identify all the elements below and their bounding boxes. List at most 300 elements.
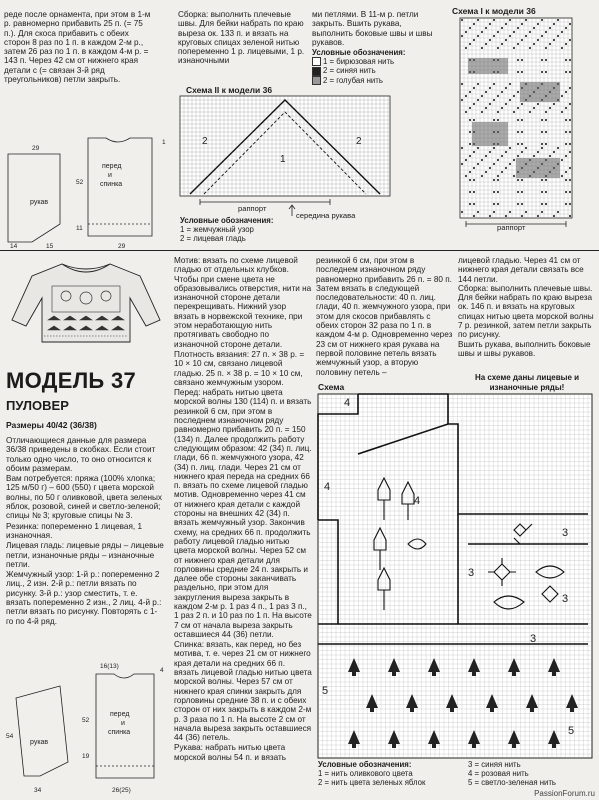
scheme1-stitch	[545, 47, 547, 49]
col2-par-3: Перед: набрать нитью цвета морской волны 130 (114) п. и вязать резинкой 6 см, при этом в последнем изнаночном ряду равномерно прибавить 20 п. = 150 (134) п. Далее продолжить работу следующим образом: 42 (34) п. лиц. глади, 66 п. жемчужного узора, 42 (34) п. лиц. глади. Через 21 см от нижнего края переда на средних 66 п. вязать по схеме лицевой гладью мотив. Одновременно через 41 см от нижнего края детали с каждой стороны на внешних 42 (34) п. вязать жемчужный узор. Закончив схему, на средних 66 п. продолжить работу лицевой гладью нитью цвета морской волны. Через 52 см от нижнего края детали для горловины средние 24 п. закрыть и далее обе стороны заканчивать раздельно, при этом для закругления выреза закрыть в каждом 2-м р. 1 раз 4 п., 1 раз 3 п., 1 раз 2 п. и 10 раз по 1 п. На высоте 7 см от начала выреза закрыть оставшиеся 44 (36) петли.	[174, 388, 312, 639]
scheme2-num-1: 1	[280, 154, 286, 165]
scheme1-stitch	[481, 31, 483, 33]
scheme1-stitch	[501, 155, 503, 157]
scheme1-stitch	[521, 23, 523, 25]
scheme1-color-block	[520, 82, 560, 102]
scheme1-stitch	[569, 167, 571, 169]
watermark: PassionForum.ru	[534, 789, 595, 798]
scheme37-num-4-b: 4	[324, 481, 331, 493]
dim-15: 15	[46, 243, 54, 250]
scheme1-stitch	[517, 43, 519, 45]
col1-par-1: Отличающиеся данные для размера 36/38 приведены в скобках. Если стоит только одно число, то оно относится к обоим размерам.	[6, 436, 156, 473]
scheme1-stitch	[537, 39, 539, 41]
scheme1-stitch	[497, 31, 499, 33]
scheme1-stitch	[545, 59, 547, 61]
sleeve-label-bottom: рукав	[30, 739, 49, 746]
scheme1-stitch	[533, 43, 535, 45]
scheme1-stitch	[549, 27, 551, 29]
scheme1-stitch	[545, 203, 547, 205]
front-back-label-top-2: и	[108, 172, 112, 179]
scheme1-stitch	[545, 111, 547, 113]
scheme1-stitch	[469, 203, 471, 205]
scheme1-stitch	[493, 119, 495, 121]
scheme1-stitch	[465, 159, 467, 161]
scheme1-stitch	[497, 175, 499, 177]
dim-1: 1	[162, 139, 166, 146]
scheme1-stitch	[565, 179, 567, 181]
scheme1-stitch	[541, 131, 543, 133]
scheme1-stitch	[485, 171, 487, 173]
scheme1-stitch	[561, 47, 563, 49]
scheme1-stitch	[489, 215, 491, 217]
scheme1-stitch	[517, 119, 519, 121]
scheme1-stitch	[509, 147, 511, 149]
scheme1-stitch	[525, 19, 527, 21]
scheme1-stitch	[517, 107, 519, 109]
scheme1-stitch	[529, 111, 531, 113]
scheme1-stitch	[545, 131, 547, 133]
scheme1-stitch	[473, 103, 475, 105]
scheme1-stitch	[517, 27, 519, 29]
pattern-schematic-top	[2, 124, 172, 250]
scheme1-stitch	[485, 27, 487, 29]
scheme1-stitch	[565, 155, 567, 157]
dim-29-a: 29	[32, 145, 40, 152]
scheme1-stitch	[517, 203, 519, 205]
scheme1-stitch	[489, 167, 491, 169]
dim-4: 4	[160, 667, 164, 674]
scheme37-num-5-a: 5	[568, 725, 575, 737]
col2-par-4: Спинка: вязать, как перед, но без мотива, т. е. через 21 см от нижнего края детали на средних 66 п. вязать лицевой гладью нитью цвета морской волны. Через 57 см от нижнего края спинки закрыть для горловины средние 38 п. и с обеих сторон от них закрыть в каждом 2-м р. 3 раза по 1 п. На высоте 2 см от начала выреза закрыть оставшиеся 44 (36) петель.	[174, 640, 312, 743]
scheme1-stitch	[473, 151, 475, 153]
scheme37-legend-item-4: 4 = розовая нить	[468, 769, 529, 778]
scheme1-stitch	[561, 111, 563, 113]
scheme1-stitch	[569, 39, 571, 41]
scheme1-stitch	[509, 211, 511, 213]
front-back-label-top-1: перед	[102, 163, 122, 170]
top-divider	[0, 250, 599, 251]
scheme1-stitch	[569, 103, 571, 105]
col3-legend-title: Условные обозначения:	[312, 48, 406, 57]
scheme37-num-3-b: 3	[562, 593, 569, 605]
scheme1-stitch	[529, 31, 531, 33]
scheme1-stitch	[569, 151, 571, 153]
scheme1-stitch	[493, 35, 495, 37]
scheme1-stitch	[569, 131, 571, 133]
col3-legend-item-3: 2 = голубая нить	[312, 76, 442, 85]
scheme1-stitch	[537, 151, 539, 153]
scheme1-stitch	[489, 87, 491, 89]
dim-52-b: 52	[82, 717, 90, 724]
scheme1-stitch	[525, 35, 527, 37]
front-back-label-bottom-3: спинка	[108, 729, 131, 736]
scheme1-stitch	[537, 215, 539, 217]
dim-52: 52	[76, 179, 84, 186]
scheme1-stitch	[569, 203, 571, 205]
scheme1-stitch	[569, 191, 571, 193]
scheme1-stitch	[513, 31, 515, 33]
scheme1-stitch	[469, 131, 471, 133]
scheme1-stitch	[545, 179, 547, 181]
scheme1-stitch	[525, 211, 527, 213]
scheme1-stitch	[521, 59, 523, 61]
col1-par-5: Жемчужный узор: 1-й р.: попеременно 2 лиц., 2 изн. 2-й р.: петли вязать по рисунку. 3-й р.: узор сместить, т. е. вязать попеременно 2 изн., 2 лиц. 4-й р.: петли вязать по рисунку. Повторять с 1-го по 4-й ряд.	[6, 570, 162, 626]
scheme1-stitch	[541, 143, 543, 145]
scheme2-repeat-arrow	[180, 198, 390, 218]
scheme1-stitch	[501, 107, 503, 109]
dim-34: 34	[34, 787, 42, 794]
scheme37-legend-item-1: 1 = нить оливкового цвета	[318, 769, 413, 778]
scheme1-stitch	[481, 159, 483, 161]
scheme1-stitch	[517, 179, 519, 181]
scheme1-stitch	[553, 39, 555, 41]
scheme1-stitch	[461, 83, 463, 85]
scheme37-legend-item-5: 5 = светло-зеленая нить	[468, 778, 556, 787]
scheme2-repeat-label: раппорт	[238, 204, 267, 213]
dim-19: 19	[82, 753, 90, 760]
scheme1-stitch	[557, 211, 559, 213]
scheme1-stitch	[473, 119, 475, 121]
scheme1-stitch	[469, 143, 471, 145]
scheme2-legend-item-1: 1 = жемчужный узор	[180, 225, 254, 234]
scheme1-stitch	[473, 191, 475, 193]
scheme1-stitch	[461, 211, 463, 213]
scheme1-stitch	[489, 39, 491, 41]
scheme1-stitch	[473, 167, 475, 169]
scheme1-stitch	[477, 83, 479, 85]
scheme1-stitch	[469, 179, 471, 181]
scheme1-stitch	[485, 91, 487, 93]
scheme1-stitch	[565, 119, 567, 121]
scheme1-stitch	[493, 19, 495, 21]
scheme1-stitch	[505, 103, 507, 105]
scheme1-stitch	[477, 163, 479, 165]
scheme1-stitch	[481, 95, 483, 97]
scheme1-stitch	[493, 211, 495, 213]
scheme1-stitch	[561, 95, 563, 97]
scheme1-stitch	[517, 131, 519, 133]
scheme1-stitch	[553, 103, 555, 105]
scheme1-stitch	[545, 191, 547, 193]
scheme1-stitch	[509, 163, 511, 165]
scheme1-repeat-label: раппорт	[497, 223, 526, 232]
scheme1-stitch	[569, 143, 571, 145]
scheme1-chart	[460, 18, 572, 218]
col3-legend-item-1: 1 = бирюзовая нить	[312, 57, 442, 66]
scheme1-stitch	[493, 163, 495, 165]
scheme1-stitch	[473, 203, 475, 205]
scheme2-chart	[180, 96, 390, 196]
col2-par-1: Мотив: вязать по схеме лицевой гладью от отдельных клубков. Чтобы при смене цвета не образовывались отверстия, нити на изнаночной стороне детали перекрещивать. Нижний узор вязать в норвежской технике, при этом неработающую нить протягивать свободно по изнаночной стороне детали.	[174, 256, 312, 349]
scheme1-stitch	[481, 111, 483, 113]
scheme1-stitch	[541, 35, 543, 37]
scheme1-stitch	[541, 71, 543, 73]
scheme2-legend-item-2: 2 = лицевая гладь	[180, 234, 246, 243]
scheme1-stitch	[461, 35, 463, 37]
scheme37-legend	[318, 760, 596, 787]
col3-mid-text: резинкой 6 см, при этом в последнем изнаночном ряду равномерно прибавить 26 п. = 80 п. Затем вязать в следующей последовательности: 40 п. лиц. глади, 40 п. жемчужного узора, при этом для скосов прибавлять с обеих сторон 32 раза по 1 п. в каждом 4-м р. Одновременно через 23 см от нижнего края рукава на первой половине петель вязать жемчужный узор, а вторую половину петель –	[316, 256, 453, 377]
scheme1-stitch	[485, 43, 487, 45]
col3-legend-item-2: 2 = синяя нить	[312, 66, 442, 75]
scheme1-stitch	[493, 203, 495, 205]
scheme1-stitch	[465, 31, 467, 33]
scheme1-stitch	[509, 99, 511, 101]
scheme2-num-2b: 2	[356, 136, 362, 147]
scheme1-stitch	[525, 147, 527, 149]
scheme37-num-4-a: 4	[344, 397, 351, 409]
col1-body	[6, 436, 164, 626]
scheme1-stitch	[557, 19, 559, 21]
col1-par-3: Резинка: попеременно 1 лицевая, 1 изнаночная.	[6, 521, 143, 540]
scheme1-stitch	[533, 27, 535, 29]
scheme1-stitch	[461, 19, 463, 21]
scheme1-stitch	[529, 47, 531, 49]
scheme1-stitch	[465, 95, 467, 97]
scheme1-stitch	[461, 99, 463, 101]
scheme37-num-5-b: 5	[322, 685, 329, 697]
scheme1-stitch	[565, 171, 567, 173]
scheme37-chart	[318, 394, 592, 758]
scheme1-stitch	[501, 43, 503, 45]
scheme2-title: Схема II к модели 36	[186, 85, 273, 95]
scheme1-stitch	[569, 23, 571, 25]
scheme1-stitch	[493, 191, 495, 193]
scheme2-legend-title: Условные обозначения:	[180, 216, 274, 225]
scheme1-stitch	[509, 83, 511, 85]
scheme1-stitch	[517, 91, 519, 93]
scheme1-stitch	[517, 143, 519, 145]
scheme1-stitch	[501, 27, 503, 29]
scheme1-stitch	[517, 191, 519, 193]
scheme1-stitch	[545, 143, 547, 145]
scheme1-stitch	[465, 175, 467, 177]
scheme1-stitch	[509, 35, 511, 37]
scheme1-stitch	[481, 175, 483, 177]
scheme1-stitch	[485, 107, 487, 109]
front-back-label-top-3: спинка	[100, 181, 123, 188]
scheme1-stitch	[569, 215, 571, 217]
scheme1-stitch	[565, 143, 567, 145]
scheme1-stitch	[473, 23, 475, 25]
scheme1-stitch	[473, 39, 475, 41]
scheme1-stitch	[461, 147, 463, 149]
scheme1-stitch	[493, 83, 495, 85]
scheme37-num-4-c: 4	[414, 495, 421, 507]
scheme1-stitch	[553, 23, 555, 25]
scheme1-stitch	[541, 179, 543, 181]
scheme1-stitch	[469, 119, 471, 121]
scheme1-stitch	[469, 107, 471, 109]
scheme37-legend-item-3: 3 = синяя нить	[468, 760, 521, 769]
scheme1-stitch	[545, 119, 547, 121]
scheme1-stitch	[521, 203, 523, 205]
scheme1-stitch	[469, 91, 471, 93]
scheme1-stitch	[565, 203, 567, 205]
scheme1-title: Схема I к модели 36	[452, 6, 536, 16]
scheme1-stitch	[501, 91, 503, 93]
scheme37-num-3-d: 3	[468, 567, 475, 579]
scheme1-stitch	[517, 155, 519, 157]
scheme1-stitch	[561, 31, 563, 33]
scheme1-stitch	[485, 155, 487, 157]
dim-11: 11	[76, 225, 83, 232]
scheme1-stitch	[497, 203, 499, 205]
sweater-illustration	[8, 258, 164, 346]
scheme1-stitch	[521, 179, 523, 181]
scheme1-stitch	[469, 191, 471, 193]
scheme1-stitch	[513, 175, 515, 177]
scheme1-stitch	[497, 95, 499, 97]
scheme1-stitch	[521, 215, 523, 217]
scheme1-stitch	[517, 71, 519, 73]
dim-29-b: 29	[118, 243, 126, 250]
scheme2-num-2: 2	[202, 136, 208, 147]
scheme37-num-3-a: 3	[562, 527, 569, 539]
scheme1-stitch	[497, 191, 499, 193]
scheme1-stitch	[465, 47, 467, 49]
scheme1-stitch	[497, 179, 499, 181]
scheme1-stitch	[513, 95, 515, 97]
scheme1-stitch	[569, 179, 571, 181]
scheme1-stitch	[537, 103, 539, 105]
scheme1-stitch	[521, 39, 523, 41]
scheme1-stitch	[569, 71, 571, 73]
col2-body	[174, 256, 312, 762]
model-title: МОДЕЛЬ 37	[6, 368, 137, 393]
model-sizes: Размеры 40/42 (36/38)	[6, 420, 97, 430]
scheme1-stitch	[569, 59, 571, 61]
scheme1-stitch	[497, 159, 499, 161]
scheme1-stitch	[521, 143, 523, 145]
scheme1-stitch	[481, 47, 483, 49]
scheme1-stitch	[553, 215, 555, 217]
scheme2-center-label: середина рукава	[296, 211, 356, 220]
scheme1-stitch	[465, 111, 467, 113]
scheme1-stitch	[513, 47, 515, 49]
col2-top-text: Сборка: выполнить плечевые швы. Для бейки набрать по краю выреза ок. 133 п. и вязать на круговых спицах зеленой нитью попеременно 1 р. лицевыми, 1 р. изнаночными	[178, 10, 305, 66]
scheme1-stitch	[549, 107, 551, 109]
scheme1-stitch	[549, 43, 551, 45]
scheme1-stitch	[557, 147, 559, 149]
col2-par-5: Рукава: набрать нитью цвета морской волны 54 п. и вязать	[174, 743, 287, 762]
scheme1-stitch	[541, 119, 543, 121]
scheme1-stitch	[461, 163, 463, 165]
scheme2-legend	[180, 216, 310, 243]
scheme1-color-block	[468, 58, 508, 74]
scheme1-stitch	[537, 23, 539, 25]
scheme1-stitch	[565, 71, 567, 73]
front-back-label-bottom-2: и	[121, 720, 125, 727]
dim-14: 14	[10, 243, 18, 250]
scheme37-legend-title: Условные обозначения:	[318, 760, 412, 769]
pattern-schematic-bottom	[4, 658, 168, 798]
col1-par-4: Лицевая гладь: лицевые ряды – лицевые петли, изнаночные ряды – изнаночные петли.	[6, 541, 164, 569]
scheme1-stitch	[521, 151, 523, 153]
scheme1-stitch	[521, 119, 523, 121]
scheme37-legend-item-2: 2 = нить цвета зеленых яблок	[318, 778, 426, 787]
scheme1-stitch	[469, 43, 471, 45]
scheme1-stitch	[469, 155, 471, 157]
scheme1-stitch	[569, 87, 571, 89]
scheme1-stitch	[469, 171, 471, 173]
scheme1-stitch	[473, 179, 475, 181]
scheme1-stitch	[541, 59, 543, 61]
scheme1-stitch	[565, 59, 567, 61]
scheme1-stitch	[541, 211, 543, 213]
scheme1-color-block	[472, 122, 508, 146]
scheme1-stitch	[545, 71, 547, 73]
scheme1-stitch	[569, 119, 571, 121]
col1-top-text: реде после орнамента, при этом в 1-м р. равномерно прибавить 25 п. (= 75 п.). Для скоса прибавить с обеих сторон 8 раз по 1 п. в каждом 2-м р., затем 26 раз по 1 п. в каждом 4-м р. = 143 п. Через 42 см от нижнего края детали с (= связан 3-й ряд треугольников) петли закрыть.	[4, 10, 151, 85]
col1-par-2: Вам потребуется: пряжа (100% хлопка; 125 м/50 г) – 600 (550) г цвета морской волны, по 50 г оливковой, цвета зеленых яблок, розовой, синей и светло-зеленой; спицы № 3; круговые спицы № 3.	[6, 474, 162, 521]
scheme1-stitch	[473, 215, 475, 217]
scheme1-stitch	[477, 99, 479, 101]
scheme1-stitch	[489, 151, 491, 153]
scheme1-stitch	[501, 171, 503, 173]
scheme1-stitch	[505, 23, 507, 25]
scheme1-stitch	[493, 147, 495, 149]
sleeve-label-top: рукав	[30, 199, 49, 206]
scheme37-title: Схема	[318, 382, 345, 392]
scheme1-stitch	[549, 155, 551, 157]
dim-54: 54	[6, 733, 14, 740]
scheme1-stitch	[477, 35, 479, 37]
scheme1-stitch	[493, 179, 495, 181]
scheme1-stitch	[477, 19, 479, 21]
scheme1-stitch	[493, 99, 495, 101]
scheme1-stitch	[521, 131, 523, 133]
dim-26-25: 26(25)	[112, 787, 131, 794]
scheme1-stitch	[565, 91, 567, 93]
scheme1-stitch	[489, 103, 491, 105]
scheme1-stitch	[497, 111, 499, 113]
scheme1-stitch	[497, 119, 499, 121]
scheme1-stitch	[469, 27, 471, 29]
model-subtitle: ПУЛОВЕР	[6, 398, 69, 413]
scheme1-stitch	[565, 27, 567, 29]
scheme1-stitch	[505, 167, 507, 169]
col2-par-2: Плотность вязания: 27 п. × 38 р. = 10 × 10 см, связано лицевой гладью. 25 п. × 38 р. = 10 × 10 см, связано жемчужным узором.	[174, 349, 305, 387]
col4-mid-text: лицевой гладью. Через 41 см от нижнего края детали связать все 144 петли. Сборка: выполнить плечевые швы. Для бейки набрать по краю выреза ок. 146 п. и вязать на круговых спицах нитью цвета морской волны 7 р. резинкой, затем петли закрыть по рисунку. Вшить рукава, выполнить боковые швы и швы рукавов.	[458, 256, 594, 358]
scheme1-stitch	[473, 87, 475, 89]
scheme1-stitch	[565, 107, 567, 109]
scheme1-color-block	[516, 158, 560, 178]
scheme1-stitch	[513, 159, 515, 161]
scheme1-stitch	[505, 215, 507, 217]
scheme1-stitch	[541, 203, 543, 205]
scheme1-stitch	[509, 19, 511, 21]
scheme1-stitch	[477, 211, 479, 213]
scheme37-num-3-c: 3	[530, 633, 537, 645]
scheme1-stitch	[541, 19, 543, 21]
scheme1-stitch	[477, 147, 479, 149]
scheme1-stitch	[565, 43, 567, 45]
scheme1-stitch	[521, 191, 523, 193]
scheme1-stitch	[565, 191, 567, 193]
scheme1-stitch	[565, 131, 567, 133]
scheme1-stitch	[513, 111, 515, 113]
col3-top-text: ми петлями. В 11-м р. петли закрыть. Вшить рукава, выполнить боковые швы и швы рукавов.	[312, 10, 433, 47]
scheme1-stitch	[561, 159, 563, 161]
scheme1-stitch	[505, 39, 507, 41]
scheme1-stitch	[521, 71, 523, 73]
scheme1-stitch	[517, 59, 519, 61]
scheme1-stitch	[505, 151, 507, 153]
scheme1-stitch	[505, 87, 507, 89]
scheme1-stitch	[533, 155, 535, 157]
scheme1-stitch	[533, 107, 535, 109]
scheme1-stitch	[557, 35, 559, 37]
